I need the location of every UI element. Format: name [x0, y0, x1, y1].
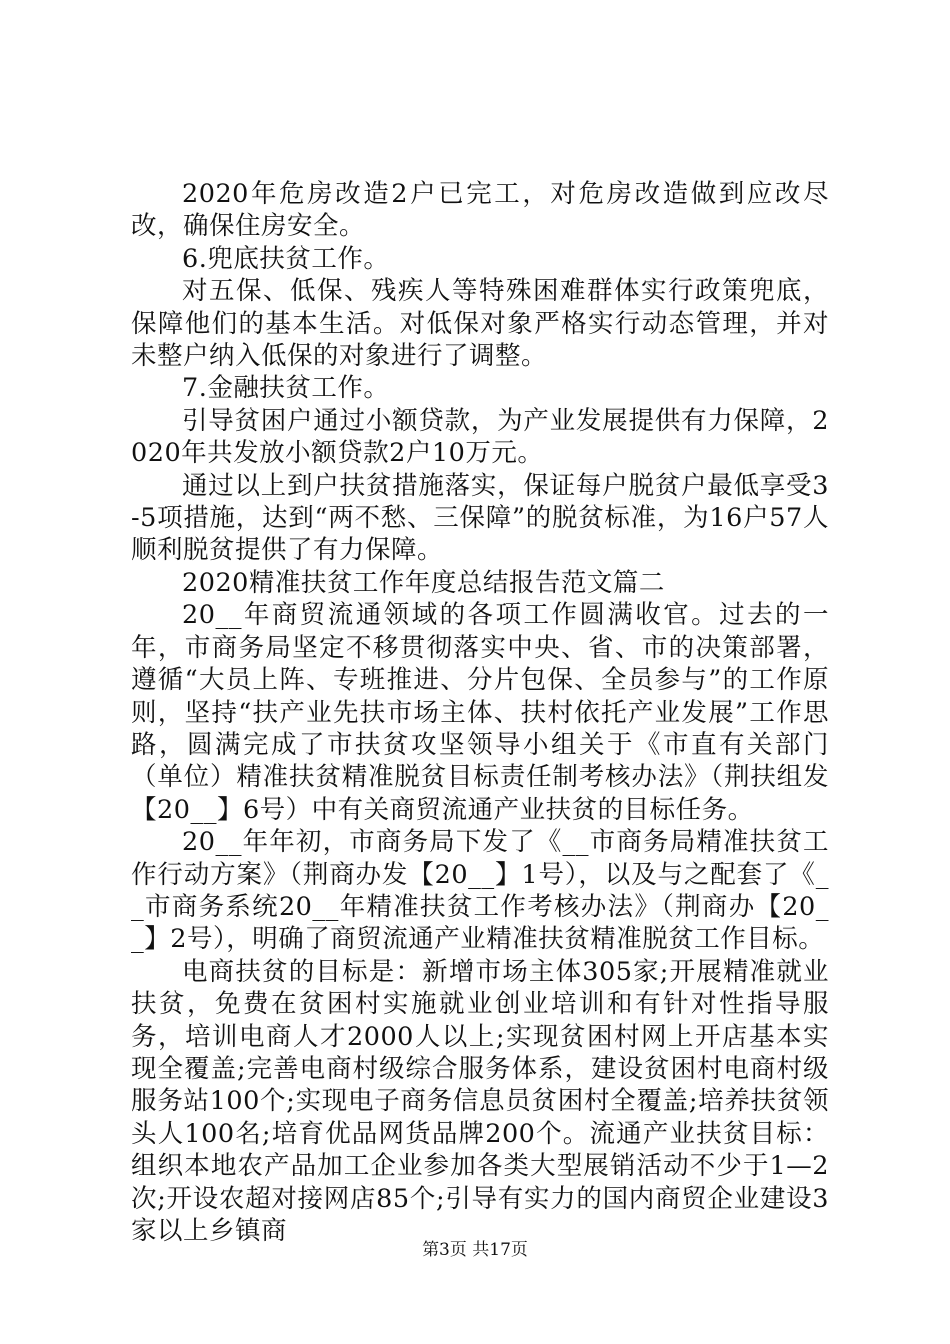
section-heading-safety-net: 6.兜底扶贫工作。	[182, 243, 390, 274]
document-body	[131, 178, 829, 1247]
page-footer: 第3页 共17页	[422, 1240, 528, 1260]
section-heading-finance: 7.金融扶贫工作。	[182, 373, 390, 404]
paragraph-safety-net: 对五保、低保、残疾人等特殊困难群体实行政策兜底，保障他们的基本生活。对低保对象严格实行动态管理，并对未整户纳入低保的对象进行了调整。	[131, 276, 829, 372]
paragraph-ecommerce-goals: 电商扶贫的目标是：新增市场主体305家;开展精准就业扶贫，免费在贫困村实施就业创业培训和有针对性指导服务，培训电商人才2000人以上;实现贫困村网上开店基本实现全覆盖;完善电商村级综合服务体系，建设贫困村电商村级服务站100个;实现电子商务信息员贫困村全覆盖;培养扶贫领头人100名;培育优品网货品牌200个。流通产业扶贫目标：组织本地农产品加工企业参加各类大型展销活动不少于1—2次;开设农超对接网店85个;引导有实力的国内商贸企业建设3家以上乡镇商	[131, 956, 829, 1246]
paragraph-commerce-overview: 20__年商贸流通领域的各项工作圆满收官。过去的一年，市商务局坚定不移贯彻落实中央、省、市的决策部署，遵循“大员上阵、专班推进、分片包保、全员参与”的工作原则，坚持“扶产业先扶市场主体、扶村依托产业发展”工作思路，圆满完成了市扶贫攻坚领导小组关于《市直有关部门（单位）精准扶贫精准脱贫目标责任制考核办法》（荆扶组发【20__】6号）中有关商贸流通产业扶贫的目标任务。	[131, 600, 829, 825]
paragraph-action-plan: 20__年年初，市商务局下发了《__市商务局精准扶贫工作行动方案》（荆商办发【20__】1号），以及与之配套了《__市商务系统20__年精准扶贫工作考核办法》（荆商办【20__】2号），明确了商贸流通产业精准扶贫精准脱贫工作目标。	[131, 827, 829, 955]
paragraph-finance: 引导贫困户通过小额贷款，为产业发展提供有力保障，2020年共发放小额贷款2户10万元。	[131, 405, 829, 469]
paragraph-summary: 通过以上到户扶贫措施落实，保证每户脱贫户最低享受3-5项措施，达到“两不愁、三保障”的脱贫标准，为16户57人顺利脱贫提供了有力保障。	[131, 470, 829, 566]
paragraph-housing-renovation: 2020年危房改造2户已完工，对危房改造做到应改尽改，确保住房安全。	[131, 179, 829, 242]
article-title-part-two: 2020精准扶贫工作年度总结报告范文篇二	[182, 567, 665, 598]
